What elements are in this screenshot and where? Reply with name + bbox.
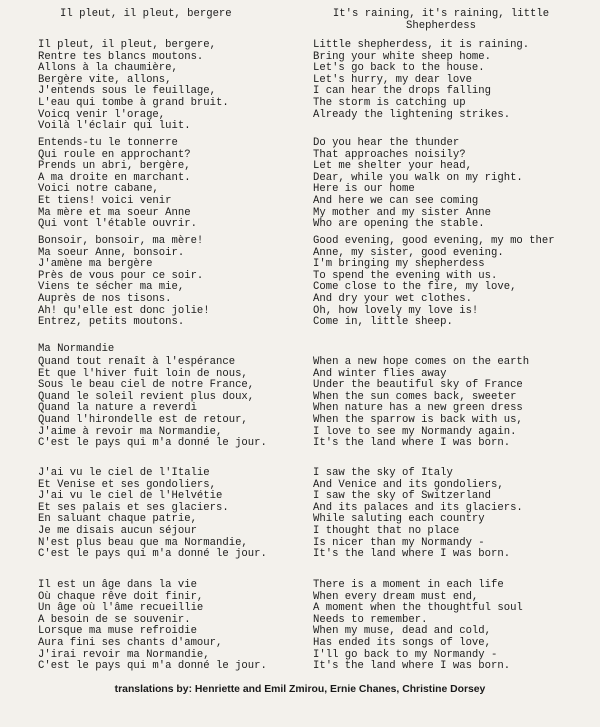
stanza-3-english bbox=[313, 236, 555, 329]
verse-line: Auprès de nos tisons. bbox=[38, 292, 172, 305]
verse-line: C'est le pays qui m'a donné le jour. bbox=[38, 548, 267, 561]
verse-line: Little shepherdess, it is raining. bbox=[313, 39, 530, 51]
verse-line: Good evening, good evening, my mo ther bbox=[313, 235, 555, 247]
verse-line: And its palaces and its glaciers. bbox=[313, 501, 523, 514]
verse-line: Bergère vite, allons, bbox=[38, 73, 172, 86]
verse-line: Has ended its songs of love, bbox=[313, 636, 492, 649]
verse-line: L'eau qui tombe à grand bruit. bbox=[38, 96, 229, 109]
stanza-2-english bbox=[313, 138, 523, 231]
stanza-3-french bbox=[38, 236, 210, 329]
verse-line: While saluting each country bbox=[313, 513, 485, 526]
verse-line: Rentre tes blancs moutons. bbox=[38, 50, 204, 63]
verse-line: Ah! qu'elle est donc jolie! bbox=[38, 304, 210, 317]
verse-line: It's the land where I was born. bbox=[313, 548, 511, 561]
stanza-5-english bbox=[313, 468, 523, 561]
verse-line: Let me shelter your head, bbox=[313, 160, 472, 173]
verse-line: Quand la nature a reverdi bbox=[38, 402, 197, 415]
verse-line: I thought that no place bbox=[313, 524, 460, 537]
verse-line: Il est un âge dans la vie bbox=[38, 579, 197, 591]
verse-line: Quand le soleil revient plus doux, bbox=[38, 390, 255, 403]
verse-line: Allons à la chaumière, bbox=[38, 62, 178, 75]
verse-line: I saw the sky of Italy bbox=[313, 467, 453, 479]
verse-line: When the sparrow is back with us, bbox=[313, 413, 523, 426]
verse-line: I saw the sky of Switzerland bbox=[313, 490, 492, 503]
title-french: Il pleut, il pleut, bergere bbox=[60, 8, 232, 20]
verse-line: Qui roule en approchant? bbox=[38, 148, 191, 161]
verse-line: Quand l'hirondelle est de retour, bbox=[38, 413, 248, 426]
verse-line: When the sun comes back, sweeter bbox=[313, 390, 517, 403]
verse-line: C'est le pays qui m'a donné le jour. bbox=[38, 660, 267, 673]
verse-line: Let's hurry, my dear love bbox=[313, 73, 472, 86]
verse-line: Let's go back to the house. bbox=[313, 62, 485, 75]
verse-line: Prends un abri, bergère, bbox=[38, 160, 191, 173]
verse-line: Et tiens! voici venir bbox=[38, 194, 172, 207]
verse-line: I can hear the drops falling bbox=[313, 85, 492, 98]
verse-line: J'ai vu le ciel de l'Helvétie bbox=[38, 490, 223, 503]
stanza-6-english bbox=[313, 580, 523, 673]
verse-line: Voilà l'éclair qui luit. bbox=[38, 120, 191, 133]
verse-line: When every dream must end, bbox=[313, 590, 479, 603]
verse-line: J'ai vu le ciel de l'Italie bbox=[38, 467, 210, 479]
verse-line: The storm is catching up bbox=[313, 96, 466, 109]
verse-line: Here is our home bbox=[313, 183, 415, 196]
verse-line: Needs to remember. bbox=[313, 613, 428, 626]
verse-line: Voici notre cabane, bbox=[38, 183, 159, 196]
verse-line: Bring your white sheep home. bbox=[313, 50, 492, 63]
verse-line: Come close to the fire, my love, bbox=[313, 281, 517, 294]
verse-line: Et Venise et ses gondoliers, bbox=[38, 478, 217, 491]
stanza-2-french bbox=[38, 138, 197, 231]
verse-line: Voicq venir l'orage, bbox=[38, 108, 166, 121]
verse-line: Come in, little sheep. bbox=[313, 316, 453, 329]
verse-line: J'irai revoir ma Normandie, bbox=[38, 648, 210, 661]
verse-line: Ma mère et ma soeur Anne bbox=[38, 206, 191, 219]
verse-line: A moment when the thoughtful soul bbox=[313, 602, 523, 615]
verse-line: J'aime à revoir ma Normandie, bbox=[38, 425, 223, 438]
verse-line: When my muse, dead and cold, bbox=[313, 625, 492, 638]
verse-line: Et ses palais et ses glaciers. bbox=[38, 501, 229, 514]
stanza-1-english bbox=[313, 40, 529, 121]
stanza-6-french bbox=[38, 580, 267, 673]
verse-line: And here we can see coming bbox=[313, 194, 479, 207]
verse-line: I'm bringing my shepherdess bbox=[313, 258, 485, 271]
verse-line: I love to see my Normandy again. bbox=[313, 425, 517, 438]
verse-line: My mother and my sister Anne bbox=[313, 206, 492, 219]
verse-line: Under the beautiful sky of France bbox=[313, 379, 523, 392]
verse-line: To spend the evening with us. bbox=[313, 269, 498, 282]
verse-line: And Venice and its gondoliers, bbox=[313, 478, 504, 491]
verse-line: Bonsoir, bonsoir, ma mère! bbox=[38, 235, 204, 247]
verse-line: Ma soeur Anne, bonsoir. bbox=[38, 246, 185, 259]
verse-line: J'entends sous le feuillage, bbox=[38, 85, 217, 98]
verse-line: Do you hear the thunder bbox=[313, 137, 460, 149]
verse-line: N'est plus beau que ma Normandie, bbox=[38, 536, 248, 549]
verse-line: There is a moment in each life bbox=[313, 579, 504, 591]
stanza-1-french bbox=[38, 40, 229, 133]
verse-line: En saluant chaque patrie, bbox=[38, 513, 197, 526]
stanza-5-french bbox=[38, 468, 267, 561]
title-english-line-1: It's raining, it's raining, little bbox=[332, 8, 550, 20]
stanza-4-french bbox=[38, 357, 267, 450]
title-english-line-2: Shepherdess bbox=[406, 19, 476, 32]
verse-line: Où chaque rêve doit finir, bbox=[38, 590, 204, 603]
verse-line: When a new hope comes on the earth bbox=[313, 356, 530, 368]
verse-line: C'est le pays qui m'a donné le jour. bbox=[38, 437, 267, 450]
verse-line: I'll go back to my Normandy - bbox=[313, 648, 498, 661]
verse-line: When nature has a new green dress bbox=[313, 402, 523, 415]
verse-line: A ma droite en marchant. bbox=[38, 171, 191, 184]
verse-line: And winter flies away bbox=[313, 367, 447, 380]
verse-line: A besoin de se souvenir. bbox=[38, 613, 191, 626]
verse-line: Aura fini ses chants d'amour, bbox=[38, 636, 223, 649]
verse-line: Il pleut, il pleut, bergere, bbox=[38, 39, 217, 51]
verse-line: Un âge où l'âme recueillie bbox=[38, 602, 204, 615]
verse-line: Près de vous pour ce soir. bbox=[38, 269, 204, 282]
verse-line: Qui vont l'étable ouvrir. bbox=[38, 218, 197, 231]
verse-line: Who are opening the stable. bbox=[313, 218, 485, 231]
verse-line: Viens te sécher ma mie, bbox=[38, 281, 185, 294]
verse-line: Already the lightening strikes. bbox=[313, 108, 511, 121]
verse-line: Et que l'hiver fuit loin de nous, bbox=[38, 367, 248, 380]
verse-line: Sous le beau ciel de notre France, bbox=[38, 379, 255, 392]
title-english bbox=[311, 9, 571, 32]
verse-line: It's the land where I was born. bbox=[313, 660, 511, 673]
verse-line: It's the land where I was born. bbox=[313, 437, 511, 450]
verse-line: Anne, my sister, good evening. bbox=[313, 246, 504, 259]
verse-line: Is nicer than my Normandy - bbox=[313, 536, 485, 549]
verse-line: Entrez, petits moutons. bbox=[38, 316, 185, 329]
verse-line: And dry your wet clothes. bbox=[313, 292, 472, 305]
verse-line: Entends-tu le tonnerre bbox=[38, 137, 178, 149]
translation-credits: translations by: Henriette and Emil Zmirou, Ernie Chanes, Christine Dorsey bbox=[114, 684, 486, 695]
verse-line: Oh, how lovely my love is! bbox=[313, 304, 479, 317]
section-heading-ma-normandie: Ma Normandie bbox=[38, 343, 115, 355]
stanza-4-english bbox=[313, 357, 529, 450]
verse-line: J'amène ma bergère bbox=[38, 258, 153, 271]
verse-line: Lorsque ma muse refroidie bbox=[38, 625, 197, 638]
verse-line: Dear, while you walk on my right. bbox=[313, 171, 523, 184]
verse-line: Je me disais aucun séjour bbox=[38, 524, 197, 537]
verse-line: Quand tout renaît à l'espérance bbox=[38, 356, 236, 368]
verse-line: That approaches noisily? bbox=[313, 148, 466, 161]
